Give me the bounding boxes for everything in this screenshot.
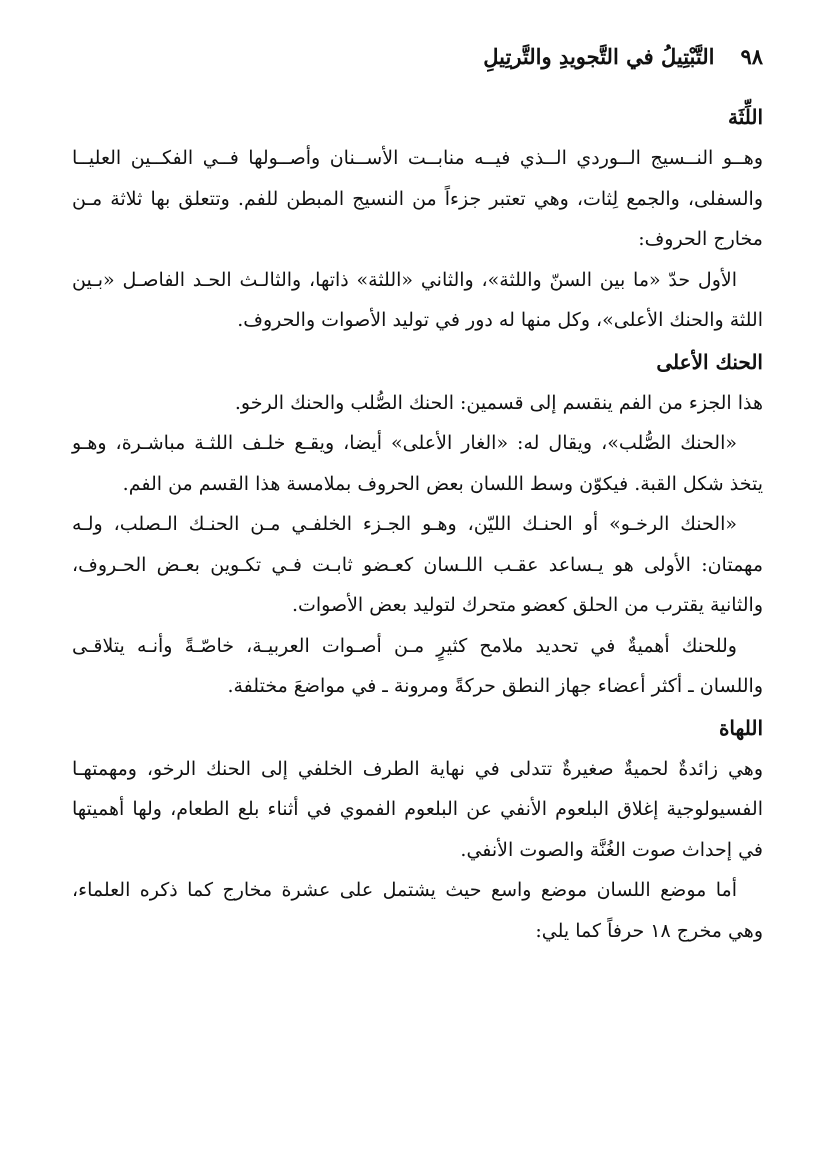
section-uvula <box>72 707 763 952</box>
page-body <box>72 96 763 951</box>
section-palate <box>72 341 763 707</box>
page-number: ٩٨ <box>740 43 763 69</box>
paragraph: وهي زائدةٌ لحميةٌ صغيرةٌ تتدلى في نهاية الطرف الخلفي إلى الحنك الرخو، ومهمتهـا الفسيولوجية إغلاق البلعوم الأنفي عن البلعوم الفموي في أثناء بلع الطعام، ولها أهميتها في إحداث صوت الغُنَّة والصوت الأنفي. <box>72 757 763 861</box>
section-gums <box>72 96 763 341</box>
section-heading: اللهاة <box>718 715 763 740</box>
paragraph: أما موضع اللسان موضع واسع حيث يشتمل على عشرة مخارج كما ذكره العلماء، وهي مخرج ١٨ حرفاً كما يلي: <box>72 879 763 942</box>
paragraph: وهــو النــسيج الــوردي الــذي فيــه منابــت الأســنان وأصــولها فــي الفكــين العليــا والسفلى، والجمع لِثات، وهي تعتبر جزءاً من النسيج المبطن للفم. وتتعلق بها ثلاثة مـن مخارج الحروف: <box>72 147 763 250</box>
paragraph: وللحنك أهميةٌ في تحديد ملامح كثيرٍ مـن أصـوات العربيـة، خاصّـةً وأنـه يتلاقـى واللسان ـ أكثر أعضاء جهاز النطق حركةً ومرونة ـ في مواضعَ مختلفة. <box>72 634 763 697</box>
paragraph: هذا الجزء من الفم ينقسم إلى قسمين: الحنك الصُّلب والحنك الرخو. <box>234 391 763 414</box>
paragraph: «الحنك الرخـو» أو الحنـك الليّن، وهـو الجـزء الخلفـي مـن الحنـك الـصلب، ولـه مهمتان: الأولى هو يـساعد عقـب اللـسان كعـضو ثابـت فـي تكـوين بعـض الحـروف، والثانية يقترب من الحلق كعضو متحرك لتوليد بعض الأصوات. <box>72 513 763 616</box>
paragraph: الأول حدّ «ما بين السنّ واللثة»، والثاني «اللثة» ذاتها، والثالـث الحـد الفاصـل «بـين اللثة والحنك الأعلى»، وكل منها له دور في توليد الأصوات والحروف. <box>72 268 763 331</box>
running-title: التَّبْتِيلُ في التَّجويدِ والتَّرتِيلِ <box>483 43 715 69</box>
section-heading: الحنك الأعلى <box>656 349 763 374</box>
section-heading: اللِّثَة <box>727 105 763 129</box>
running-header <box>72 36 763 76</box>
paragraph: «الحنك الصُّلب»، ويقال له: «الغار الأعلى» أيضا، ويقـع خلـف اللثـة مباشـرة، وهـو يتخذ شكل القبة. فيكوّن وسط اللسان بعض الحروف بملامسة هذا القسم من الفم. <box>72 432 763 495</box>
